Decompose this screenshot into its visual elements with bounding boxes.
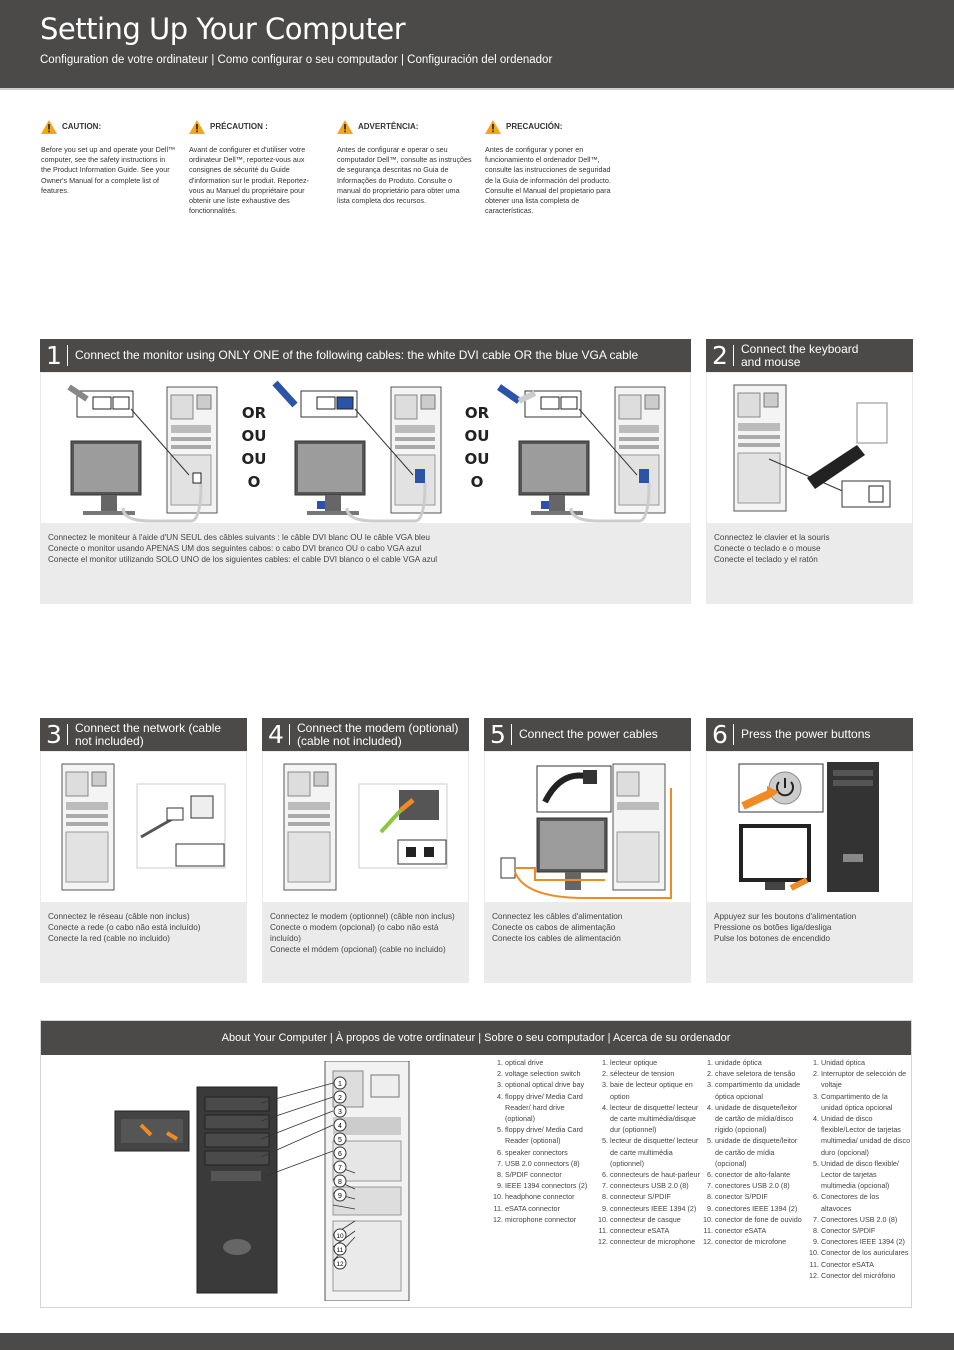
- step-1-description: [48, 532, 437, 565]
- or-divider: OR OU OU O: [464, 404, 490, 491]
- step-3-description: [48, 911, 200, 944]
- step-title: Press the power buttons: [741, 727, 871, 741]
- network-illustration: [41, 752, 246, 902]
- parts-list-item: 1. unidade óptica: [715, 1057, 805, 1068]
- parts-list-item: 4. unidade de disquete/leitor de cartão de mídia/disco rígido (opcional): [715, 1102, 805, 1136]
- parts-list-item: 8. S/PDIF connector: [505, 1169, 595, 1180]
- desc-fr: Connectez le moniteur à l'aide d'UN SEUL des câbles suivants : le câble DVI blanc OU le câble VGA bleu: [48, 533, 430, 542]
- desc-pt: Conecte o teclado e o mouse: [714, 544, 821, 553]
- step-1-illustration: [41, 373, 690, 523]
- or-divider: OR OU OU O: [241, 404, 267, 491]
- desc-pt: Conecte os cabos de alimentação: [492, 923, 616, 932]
- parts-list-item: 4. floppy drive/ Media Card Reader/ hard drive (optional): [505, 1091, 595, 1125]
- page-header: [0, 0, 954, 88]
- parts-list-item: 8. Conector S/PDIF: [821, 1225, 911, 1236]
- parts-list-en: [487, 1057, 595, 1225]
- parts-list-item: 1. lecteur optique: [610, 1057, 700, 1068]
- parts-list-item: 5. unidade de disquete/leitor de cartão de mídia (opcional): [715, 1135, 805, 1169]
- svg-text:2: 2: [338, 1095, 342, 1102]
- desc-pt: Conecte a rede (o cabo não está incluído): [48, 923, 201, 932]
- step-3-illustration: [41, 752, 246, 902]
- power-buttons-illustration: [707, 752, 912, 902]
- desc-fr: Connectez le réseau (câble non inclus): [48, 912, 190, 921]
- about-title: About Your Computer | À propos de votre ordinateur | Sobre o seu computador | Acerca de su ordenador: [41, 1021, 911, 1055]
- step-6-panel: [706, 718, 913, 983]
- parts-list-item: 5. Unidad de disco flexible/ Lector de tarjetas multimedia (opcional): [821, 1158, 911, 1192]
- precaucion-title: PRECAUCIÓN:: [506, 121, 563, 131]
- parts-list-item: 10. Conector de los auriculares: [821, 1247, 911, 1258]
- desc-fr: Connectez le modem (optionnel) (câble non inclus): [270, 912, 455, 921]
- step-1-panel: [40, 339, 691, 604]
- keyboard-mouse-illustration: [707, 373, 912, 523]
- parts-list-item: 12. microphone connector: [505, 1214, 595, 1225]
- parts-list-item: 2. sélecteur de tension: [610, 1068, 700, 1079]
- parts-list-item: 10. connecteur de casque: [610, 1214, 700, 1225]
- step-number: 3: [46, 720, 62, 749]
- parts-list-item: 7. Conectores USB 2.0 (8): [821, 1214, 911, 1225]
- parts-list-item: 6. connecteurs de haut-parleur: [610, 1169, 700, 1180]
- parts-list-item: 3. Compartimento de la unidad óptica opcional: [821, 1091, 911, 1113]
- parts-list-item: 10. conector de fone de ouvido: [715, 1214, 805, 1225]
- parts-list-item: 2. Interruptor de selección de voltaje: [821, 1068, 911, 1090]
- caution-note: [41, 120, 176, 196]
- svg-text:9: 9: [338, 1193, 342, 1200]
- parts-list-item: 12. conector de microfone: [715, 1236, 805, 1247]
- step-5-panel: [484, 718, 691, 983]
- desc-es: Conecte el teclado y el ratón: [714, 555, 818, 564]
- warning-icon: [485, 120, 501, 134]
- parts-list-item: 5. lecteur de disquette/ lecteur de carte multimédia (optionnel): [610, 1135, 700, 1169]
- desc-pt: Pressione os botões liga/desliga: [714, 923, 832, 932]
- parts-list-item: 9. conectores IEEE 1394 (2): [715, 1203, 805, 1214]
- parts-list-item: 9. connecteurs IEEE 1394 (2): [610, 1203, 700, 1214]
- header-divider: [0, 88, 954, 90]
- parts-list-es: [803, 1057, 911, 1281]
- parts-list-item: 1. optical drive: [505, 1057, 595, 1068]
- desc-fr: Connectez le clavier et la souris: [714, 533, 830, 542]
- step-title: Connect the power cables: [519, 727, 658, 741]
- svg-text:6: 6: [338, 1151, 342, 1158]
- parts-list-item: 6. conector de alto-falante: [715, 1169, 805, 1180]
- precaution-title: PRÉCAUTION :: [210, 121, 268, 131]
- step-title: Connect the keyboard and mouse: [741, 341, 859, 369]
- parts-list-item: 12. Conector del micrófono: [821, 1270, 911, 1281]
- desc-es: Conecte la red (cable no incluido): [48, 934, 170, 943]
- parts-list-item: 9. IEEE 1394 connectors (2): [505, 1180, 595, 1191]
- step-4-illustration: [263, 752, 468, 902]
- advertencia-text: Antes de configurar e operar o seu computador Dell™, consulte as instruções de segurança descritas no Guia de Informações do Produto. Consulte o manual do proprietário para obter uma lista completa dos recursos.: [337, 145, 472, 206]
- precaucion-text: Antes de configurar y poner en funcionamiento el ordenador Dell™, consulte las instrucciones de seguridad de la Guía de información del producto. Consulte el Manual del propietario para obtener una lista completa de características.: [485, 145, 611, 216]
- caution-text: Before you set up and operate your Dell™ computer, see the safety instructions in the Product Information Guide. See your Owner's Manual for a complete list of features.: [41, 145, 176, 195]
- step-6-illustration: [707, 752, 912, 902]
- parts-list-item: 11. conector eSATA: [715, 1225, 805, 1236]
- precaution-note: [189, 120, 324, 216]
- precaucion-note: [485, 120, 620, 216]
- advertencia-title: ADVERTÊNCIA:: [358, 121, 419, 131]
- step-title: Connect the monitor using ONLY ONE of the following cables: the white DVI cable OR the blue VGA cable: [75, 348, 639, 362]
- svg-text:7: 7: [338, 1165, 342, 1172]
- step-5-description: [492, 911, 622, 944]
- parts-list-pt: [697, 1057, 805, 1247]
- desc-es: Conecte los cables de alimentación: [492, 934, 621, 943]
- parts-list-item: 2. chave seletora de tensão: [715, 1068, 805, 1079]
- power-cables-illustration: [485, 752, 690, 902]
- parts-list-item: 12. connecteur de microphone: [610, 1236, 700, 1247]
- step-2-illustration: [707, 373, 912, 523]
- monitor-cable-illustration: [41, 373, 690, 523]
- parts-list-item: 11. Conector eSATA: [821, 1259, 911, 1270]
- parts-list-fr: [592, 1057, 700, 1247]
- parts-list-item: 11. connecteur eSATA: [610, 1225, 700, 1236]
- svg-text:11: 11: [336, 1247, 344, 1254]
- parts-list-item: 6. speaker connectors: [505, 1147, 595, 1158]
- svg-text:8: 8: [338, 1179, 342, 1186]
- parts-list-item: 7. USB 2.0 connectors (8): [505, 1158, 595, 1169]
- warning-icon: [41, 120, 57, 134]
- desc-pt: Conecte o modem (opcional) (o cabo não está incluído): [270, 923, 439, 943]
- step-number: 1: [46, 341, 62, 370]
- step-5-illustration: [485, 752, 690, 902]
- parts-list-item: 7. conectores USB 2.0 (8): [715, 1180, 805, 1191]
- computer-diagram: [111, 1061, 411, 1301]
- page-title: Setting Up Your Computer: [40, 12, 406, 46]
- desc-es: Pulse los botones de encendido: [714, 934, 831, 943]
- step-number: 6: [712, 720, 728, 749]
- step-number: 5: [490, 720, 506, 749]
- desc-fr: Connectez les câbles d'alimentation: [492, 912, 623, 921]
- caution-title: CAUTION:: [62, 121, 102, 131]
- desc-fr: Appuyez sur les boutons d'alimentation: [714, 912, 857, 921]
- svg-text:10: 10: [336, 1233, 344, 1240]
- warning-icon: [337, 120, 353, 134]
- parts-list-item: 11. eSATA connector: [505, 1203, 595, 1214]
- parts-list-item: 2. voltage selection switch: [505, 1068, 595, 1079]
- parts-list-item: 1. Unidad óptica: [821, 1057, 911, 1068]
- step-4-panel: [262, 718, 469, 983]
- parts-list-item: 8. connecteur S/PDIF: [610, 1191, 700, 1202]
- page-subtitle: Configuration de votre ordinateur | Como configurar o seu computador | Configuración del ordenador: [40, 54, 553, 66]
- parts-list-item: 5. floppy drive/ Media Card Reader (optional): [505, 1124, 595, 1146]
- warning-icon: [189, 120, 205, 134]
- parts-list-item: 8. conector S/PDIF: [715, 1191, 805, 1202]
- precaution-text: Avant de configurer et d'utiliser votre ordinateur Dell™, reportez-vous aux consignes de sécurité du Guide d'information sur le produit. Reportez-vous au Manuel du propriétaire pour obtenir une liste exhaustive des fonctionnalités.: [189, 145, 310, 216]
- step-number: 2: [712, 341, 728, 370]
- desc-es: Conecte el módem (opcional) (cable no incluido): [270, 945, 446, 954]
- dell-logo: [223, 1239, 251, 1255]
- desc-pt: Conecte o monitor usando APENAS UM dos seguintes cabos: o cabo DVI branco OU o cabo VGA azul: [48, 544, 422, 553]
- about-computer-section: [40, 1020, 912, 1308]
- svg-text:4: 4: [338, 1123, 342, 1130]
- step-title: Connect the modem (optional) (cable not included): [297, 720, 459, 748]
- step-4-description: [270, 911, 469, 955]
- parts-list-item: 6. Conectores de los altavoces: [821, 1191, 911, 1213]
- parts-list-item: 3. optional optical drive bay: [505, 1079, 595, 1090]
- parts-list-item: 10. headphone connector: [505, 1191, 595, 1202]
- svg-text:1: 1: [338, 1081, 342, 1088]
- parts-list-item: 3. baie de lecteur optique en option: [610, 1079, 700, 1101]
- step-6-description: [714, 911, 856, 944]
- svg-text:12: 12: [336, 1261, 344, 1268]
- step-2-panel: [706, 339, 913, 604]
- svg-text:5: 5: [338, 1137, 342, 1144]
- advertencia-note: [337, 120, 472, 206]
- step-2-description: [714, 532, 830, 565]
- footer-bar: [0, 1333, 954, 1350]
- desc-es: Conecte el monitor utilizando SOLO UNO de los siguientes cables: el cable DVI blanco o el cable VGA azul: [48, 555, 438, 564]
- step-3-panel: [40, 718, 247, 983]
- parts-list-item: 4. lecteur de disquette/ lecteur de carte multimédia/disque dur (optionnel): [610, 1102, 700, 1136]
- parts-list-item: 4. Unidad de disco flexible/Lector de tarjetas multimedia/ unidad de disco duro (opcional): [821, 1113, 911, 1158]
- parts-list-item: 3. compartimento da unidade óptica opcional: [715, 1079, 805, 1101]
- modem-illustration: [263, 752, 468, 902]
- parts-list-item: 7. connecteurs USB 2.0 (8): [610, 1180, 700, 1191]
- step-title: Connect the network (cable not included): [75, 720, 222, 748]
- step-number: 4: [268, 720, 284, 749]
- svg-text:3: 3: [338, 1109, 342, 1116]
- parts-list-item: 9. Conectores IEEE 1394 (2): [821, 1236, 911, 1247]
